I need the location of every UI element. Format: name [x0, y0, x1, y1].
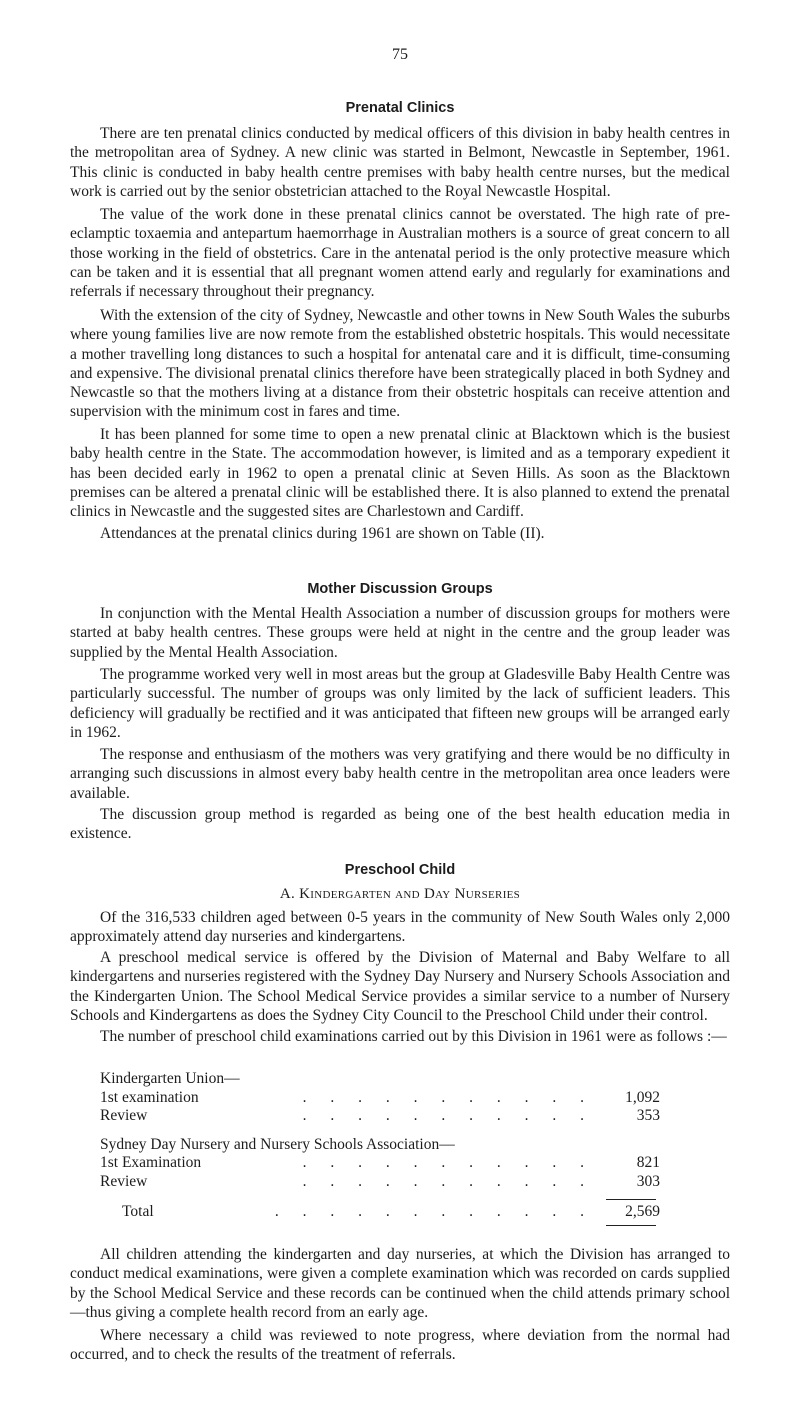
table-row [100, 1154, 660, 1173]
subheading-kindergarten-day-nurseries: A. Kindergarten and Day Nurseries [279, 886, 521, 902]
row-value: 303 [636, 1172, 660, 1190]
table-row [100, 1107, 660, 1126]
row-label: Review [100, 1172, 148, 1190]
table-group-title [100, 1136, 660, 1155]
dot-leader: . . . . . . . . . . . . [274, 1203, 594, 1220]
group-title-sydney-day-nursery: Sydney Day Nursery and Nursery Schools Association— [100, 1135, 455, 1153]
paragraph: All children attending the kindergarten and day nurseries, at which the Division has arranged to conduct medical examinations, were given a complete examination which was recorded on cards supplied by the School Medical Service and these records can be continued when the child attends primary school—thus giving a complete health record from an early age. [70, 1246, 730, 1321]
paragraph: Of the 316,533 children aged between 0-5 years in the community of New South Wales only 2,000 approximately attend day nurseries and kindergartens. [70, 909, 730, 946]
paragraph: The discussion group method is regarded as being one of the best health education media in existence. [70, 806, 730, 843]
dot-leader: . . . . . . . . . . . [302, 1088, 594, 1106]
page-number: 75 [392, 46, 408, 63]
heading-preschool-child: Preschool Child [344, 862, 456, 878]
paragraph: In conjunction with the Mental Health Association a number of discussion groups for mothers were started at baby health centres. These groups were held at night in the centre and the group leader was supplied by the Mental Health Association. [70, 605, 730, 661]
paragraph: A preschool medical service is offered by the Division of Maternal and Baby Welfare to all kindergartens and nurseries registered with the Sydney Day Nursery and Nursery Schools Association and the Kindergarten Union. The School Medical Service provides a similar service to a number of Nursery Schools and Kindergartens as does the Sydney City Council to the Preschool Child under their control. [70, 949, 730, 1024]
table-row [100, 1173, 660, 1192]
paragraph: With the extension of the city of Sydney, Newcastle and other towns in New South Wales the suburbs where young families live are now remote from the established obstetric hospitals. This would necessitate a mother travelling long distances to such a hospital for antenatal care and it is difficult, time-consuming and expensive. The divisional prenatal clinics therefore have been strategically placed in both Sydney and Newcastle so that the mothers living at a distance from their obstetric hospitals can receive attention and supervision with the minimum cost in fares and time. [70, 307, 730, 421]
row-value: 821 [636, 1154, 660, 1171]
paragraph: The number of preschool child examinations carried out by this Division in 1961 were as follows :— [100, 1028, 727, 1045]
group-title-kindergarten-union: Kindergarten Union— [100, 1070, 240, 1087]
table-total-row [100, 1203, 660, 1222]
paragraph: There are ten prenatal clinics conducted by medical officers of this division in baby health centres in the metropolitan area of Sydney. A new clinic was started in Belmont, Newcastle in September, 1961. This clinic is conducted in baby health centre premises with baby health centre nurses, but the medical work is carried out by the senior obstetrician attached to the Royal Newcastle Hospital. [70, 125, 730, 200]
paragraph: The programme worked very well in most areas but the group at Gladesville Baby Health Centre was particularly successful. The number of groups was only limited by the lack of sufficient leaders. This deficiency will gradually be rectified and it was anticipated that fifteen new groups will be arranged early in 1962. [70, 666, 730, 741]
paragraph: The response and enthusiasm of the mothers was very gratifying and there would be no difficulty in arranging such discussions in almost every baby health centre in the metropolitan area once leaders were available. [70, 746, 730, 802]
dot-leader: . . . . . . . . . . . [302, 1107, 594, 1124]
total-label: Total [122, 1203, 154, 1220]
dot-leader: . . . . . . . . . . . [302, 1154, 594, 1171]
dot-leader: . . . . . . . . . . . [302, 1172, 594, 1190]
table-row [100, 1089, 660, 1108]
heading-mother-discussion-groups: Mother Discussion Groups [307, 581, 493, 597]
examinations-table [100, 1070, 660, 1222]
total-rule-top [606, 1199, 656, 1200]
row-label: 1st Examination [100, 1154, 202, 1171]
row-value: 353 [636, 1107, 660, 1124]
heading-prenatal-clinics: Prenatal Clinics [345, 100, 455, 116]
paragraph: The value of the work done in these prenatal clinics cannot be overstated. The high rate of pre-eclamptic toxaemia and antepartum haemorrhage in Australian mothers is a source of great concern to all those working in the field of obstetrics. Care in the antenatal period is the only protective measure which can be taken and it is essential that all pregnant women attend early and regularly for examinations and referrals if necessary throughout their pregnancy. [70, 206, 730, 301]
total-rule-bottom [606, 1225, 656, 1226]
total-value: 2,569 [625, 1203, 660, 1220]
row-label: Review [100, 1107, 148, 1124]
table-group-title [100, 1070, 660, 1089]
row-label: 1st examination [100, 1088, 199, 1106]
paragraph: Attendances at the prenatal clinics during 1961 are shown on Table (II). [100, 525, 545, 542]
row-value: 1,092 [625, 1088, 660, 1106]
paragraph: Where necessary a child was reviewed to note progress, where deviation from the normal had occurred, and to check the results of the treatment of referrals. [70, 1327, 730, 1364]
paragraph: It has been planned for some time to open a new prenatal clinic at Blacktown which is the busiest baby health centre in the State. The accommodation however, is limited and as a temporary expedient it has been decided early in 1962 to open a prenatal clinic at Seven Hills. As soon as the Blacktown premises can be altered a prenatal clinic will be established there. It is also planned to extend the prenatal clinics in Newcastle and the suggested sites are Charlestown and Cardiff. [70, 426, 730, 521]
